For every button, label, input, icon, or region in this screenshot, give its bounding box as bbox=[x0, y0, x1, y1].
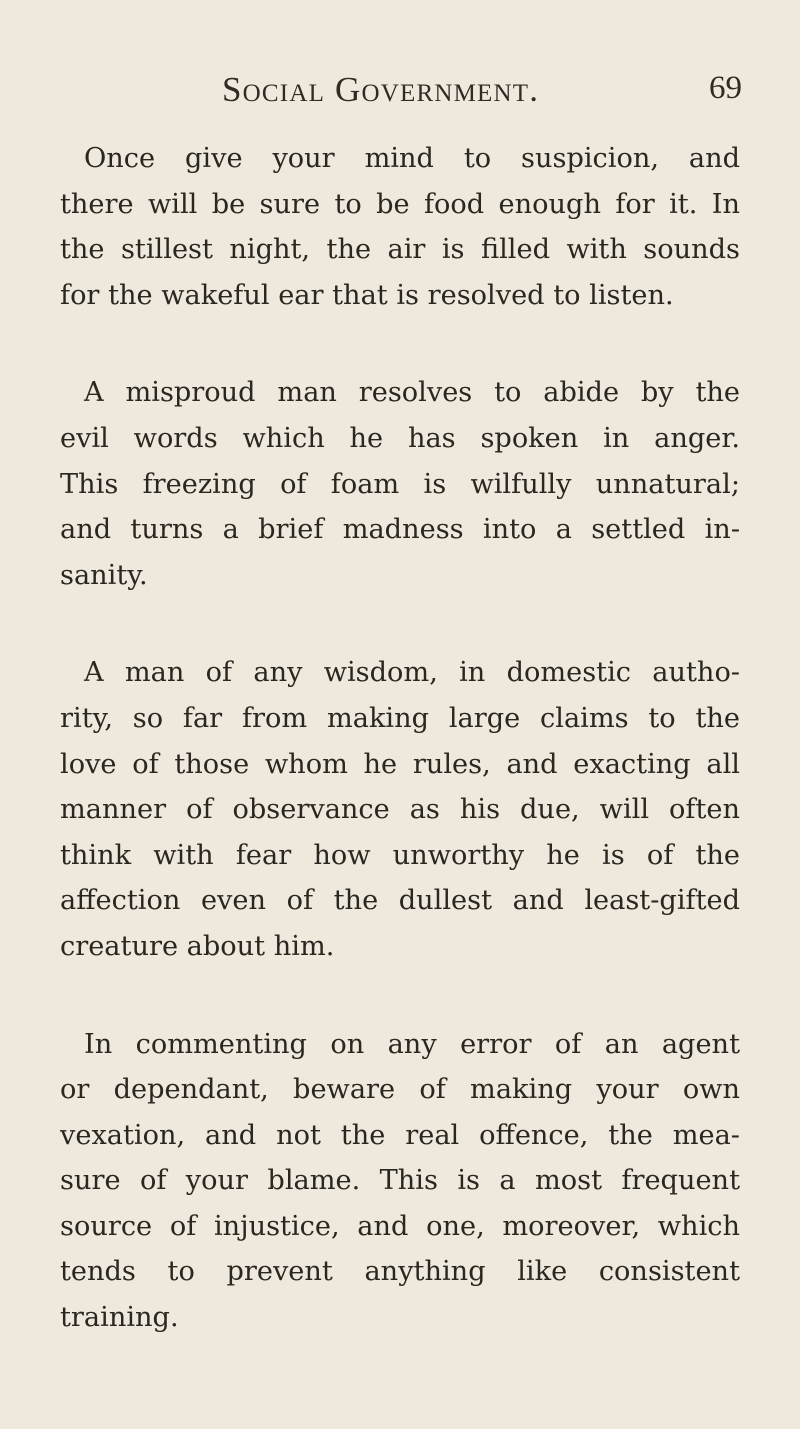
text-line: source of injustice, and one, moreover, which bbox=[60, 1210, 740, 1242]
text-line: In commenting on any error of an agent bbox=[84, 1028, 740, 1060]
text-line: affection even of the dullest and least-gifted bbox=[60, 885, 740, 917]
text-line: the stillest night, the air is filled with sounds bbox=[60, 234, 740, 266]
body-text bbox=[60, 136, 740, 1393]
text-line: love of those whom he rules, and exacting all bbox=[60, 748, 740, 780]
text-line: vexation, and not the real offence, the mea- bbox=[60, 1119, 740, 1151]
text-line: tends to prevent anything like consistent bbox=[60, 1256, 740, 1288]
text-line: This freezing of foam is wilfully unnatural; bbox=[60, 468, 740, 500]
paragraph-misproud-man bbox=[60, 370, 740, 598]
paragraph-commenting-on-error bbox=[60, 1022, 740, 1341]
text-line: A man of any wisdom, in domestic autho- bbox=[84, 657, 740, 689]
page-number: 69 bbox=[709, 70, 742, 106]
text-line: evil words which he has spoken in anger. bbox=[60, 422, 740, 454]
text-line: there will be sure to be food enough for it. In bbox=[60, 188, 740, 220]
text-line: manner of observance as his due, will often bbox=[60, 794, 740, 826]
text-line: rity, so far from making large claims to the bbox=[60, 702, 740, 734]
text-line: training. bbox=[60, 1302, 179, 1334]
text-line: Once give your mind to suspicion, and bbox=[84, 143, 740, 174]
page-header bbox=[0, 70, 800, 120]
paragraph-suspicion bbox=[60, 136, 740, 318]
text-line: for the wakeful ear that is resolved to listen. bbox=[60, 279, 674, 311]
text-line: or dependant, beware of making your own bbox=[60, 1074, 740, 1106]
text-line: creature about him. bbox=[60, 930, 335, 962]
paragraph-domestic-authority bbox=[60, 650, 740, 969]
text-line: sanity. bbox=[60, 559, 148, 591]
text-line: and turns a brief madness into a settled in- bbox=[60, 514, 740, 546]
text-line: think with fear how unworthy he is of the bbox=[60, 839, 740, 871]
text-line: A misproud man resolves to abide by the bbox=[84, 377, 740, 409]
text-line: sure of your blame. This is a most frequent bbox=[60, 1165, 740, 1197]
running-title: Social Government. bbox=[222, 70, 540, 109]
